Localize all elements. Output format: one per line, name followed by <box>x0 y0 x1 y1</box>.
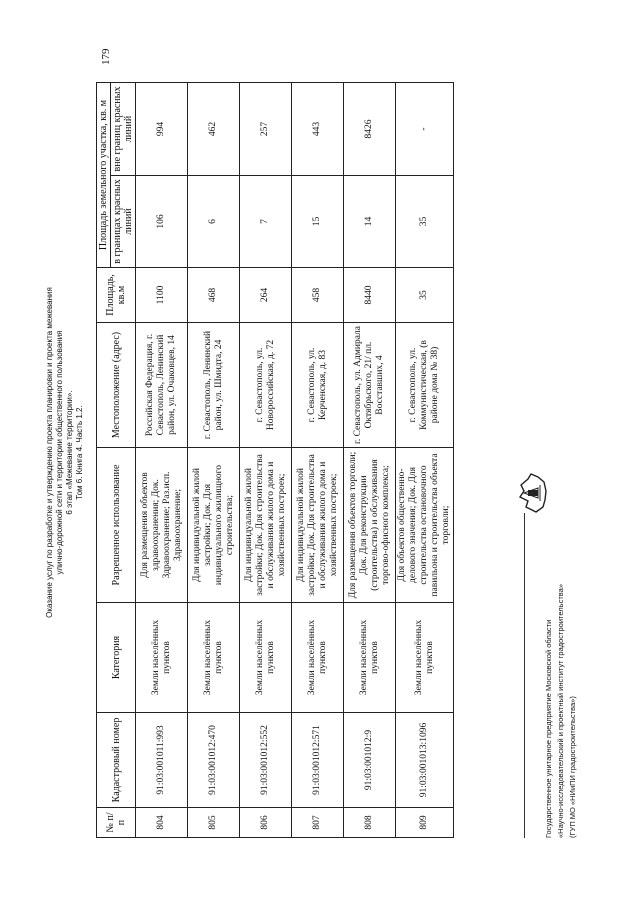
header-permitted-use: Разрешенное использование <box>97 448 136 603</box>
header-line-3: 6 этап «Межевание территории». <box>65 390 74 515</box>
header-num: № п/п <box>97 808 136 838</box>
cell-location: г. Севастополь, ул. Коммунистическая, (в районе дома № 38) <box>396 323 454 448</box>
cell-use: Для индивидуальной жилой застройки; Док. Для строительства и обслуживания жилого дома и хозяйственных построек; <box>292 448 344 603</box>
cell-use: Для индивидуальной жилой застройки; Док. Для индивидуального жилищного строительства; <box>188 448 240 603</box>
cell-cadastral: 91:03:001012:571 <box>292 713 344 808</box>
cell-area: 35 <box>396 268 454 323</box>
table-row <box>136 83 188 838</box>
header-area: Площадь, кв.м <box>97 268 136 323</box>
cell-outside: 462 <box>188 83 240 176</box>
cell-area: 264 <box>240 268 292 323</box>
header-cadastral: Кадастровый номер <box>97 713 136 808</box>
table-row <box>344 83 396 838</box>
cell-location: г. Севастополь, ул. Керченская, д. 83 <box>292 323 344 448</box>
cell-outside: - <box>396 83 454 176</box>
cell-within: 6 <box>188 176 240 268</box>
cell-location: г. Севастополь, ул. Новороссийская, д. 72 <box>240 323 292 448</box>
cell-location: Российская Федерация, г. Севастополь, Ленинский район, ул. Очаковцев, 14 <box>136 323 188 448</box>
cell-cadastral: 91:03:001013:1096 <box>396 713 454 808</box>
table-row <box>396 83 454 838</box>
cell-area: 8440 <box>344 268 396 323</box>
cell-use: Для размещения объектов здравоохранения; Док. Здравоохранение; Раз.исп. Здравоохранение; <box>136 448 188 603</box>
footer-divider <box>524 513 525 838</box>
cell-num: 805 <box>188 808 240 838</box>
cell-within: 106 <box>136 176 188 268</box>
header-location: Местоположение (адрес) <box>97 323 136 448</box>
header-category: Категория <box>97 603 136 713</box>
header-outside: вне границ красных линий <box>111 83 136 176</box>
cell-area: 458 <box>292 268 344 323</box>
cell-location: г. Севастополь, ул. Адмирала Октябрьского, 21/ пл. Восставших, 4 <box>344 323 396 448</box>
cell-num: 808 <box>344 808 396 838</box>
cell-outside: 8426 <box>344 83 396 176</box>
cell-cadastral: 91:03:001011:993 <box>136 713 188 808</box>
table-row <box>240 83 292 838</box>
cell-cadastral: 91:03:001012:470 <box>188 713 240 808</box>
header-line-4: Том 6. Книга 4. Часть 1.2. <box>75 405 84 500</box>
header-line-2: улично-дорожной сети и территории общественного пользования <box>55 330 64 575</box>
cell-location: г. Севастополь, Ленинский район, ул. Шмидта, 24 <box>188 323 240 448</box>
cell-outside: 257 <box>240 83 292 176</box>
cell-area: 1100 <box>136 268 188 323</box>
table-row <box>292 83 344 838</box>
cell-use: Для объектов общественно-делового значения; Док. Для строительства остановочного павильона и строительства объекта торговли; <box>396 448 454 603</box>
cell-within: 15 <box>292 176 344 268</box>
cell-use: Для размещения объектов торговли; Док. Для реконструкции (строительства) и обслуживания торгово-офисного комплекса; <box>344 448 396 603</box>
cell-use: Для индивидуальной жилой застройки; Док. Для строительства и обслуживания жилого дома и хозяйственных построек; <box>240 448 292 603</box>
header-line-1: Оказание услуг по разработке и утверждению проекта планировки и проекта межевания <box>45 287 54 618</box>
cell-num: 807 <box>292 808 344 838</box>
cell-within: 14 <box>344 176 396 268</box>
cell-category: Земли населённых пунктов <box>292 603 344 713</box>
cell-category: Земли населённых пунктов <box>396 603 454 713</box>
header-land-area: Площадь земельного участка, кв. м <box>97 83 111 268</box>
cell-category: Земли населённых пунктов <box>188 603 240 713</box>
cell-num: 809 <box>396 808 454 838</box>
footer-line-2: «Научно-исследовательский и проектный институт градостроительства» <box>556 584 565 838</box>
cell-area: 468 <box>188 268 240 323</box>
cell-within: 35 <box>396 176 454 268</box>
cell-category: Земли населённых пунктов <box>136 603 188 713</box>
header-within: в границах красных линий <box>111 176 136 268</box>
footer-line-1: Государственное унитарное предприятие Московской области <box>544 619 553 838</box>
cell-within: 7 <box>240 176 292 268</box>
cell-cadastral: 91:03:001012:9 <box>344 713 396 808</box>
footer-line-3: (ГУП МО «НИиПИ градостроительства») <box>568 696 577 838</box>
page-number: 179 <box>100 48 112 65</box>
cell-num: 806 <box>240 808 292 838</box>
cell-outside: 994 <box>136 83 188 176</box>
cell-num: 804 <box>136 808 188 838</box>
table-row <box>188 83 240 838</box>
cell-category: Земли населённых пунктов <box>344 603 396 713</box>
cell-category: Земли населённых пунктов <box>240 603 292 713</box>
land-parcels-table <box>96 82 454 838</box>
cell-cadastral: 91:03:001012:552 <box>240 713 292 808</box>
cell-outside: 443 <box>292 83 344 176</box>
